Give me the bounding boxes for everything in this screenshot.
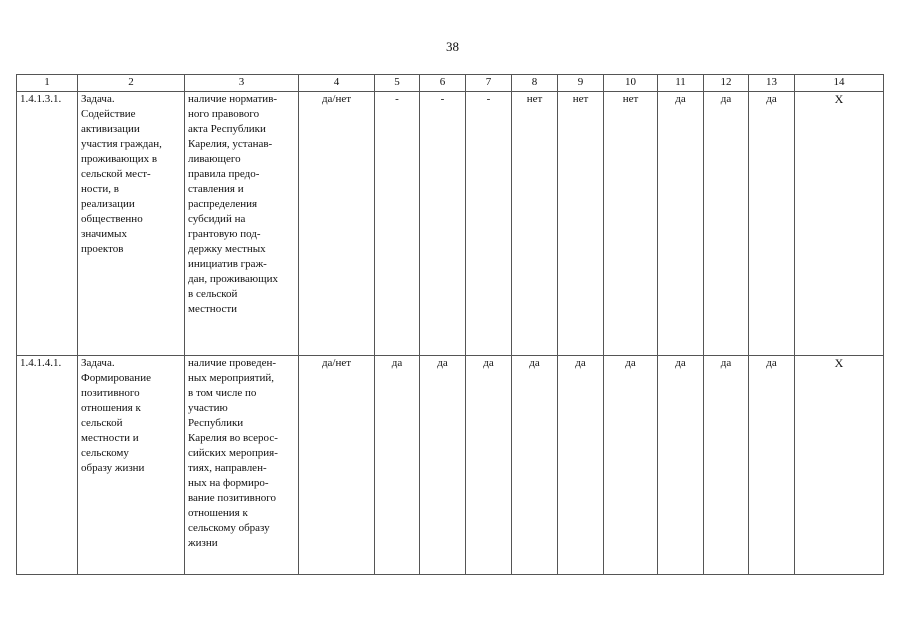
value-cell: да bbox=[375, 356, 420, 575]
column-header: 3 bbox=[185, 75, 299, 92]
value-cell: да bbox=[704, 92, 749, 356]
value-cell: да bbox=[512, 356, 558, 575]
value-cell: да bbox=[466, 356, 512, 575]
value-cell: нет bbox=[604, 92, 658, 356]
indicator-table bbox=[16, 74, 884, 575]
unit-cell: да/нет bbox=[299, 92, 375, 356]
value-cell: да bbox=[658, 92, 704, 356]
value-cell: - bbox=[375, 92, 420, 356]
row-number: 1.4.1.4.1. bbox=[17, 356, 78, 575]
value-cell: да bbox=[604, 356, 658, 575]
value-cell: да bbox=[658, 356, 704, 575]
column-header: 2 bbox=[78, 75, 185, 92]
column-header: 4 bbox=[299, 75, 375, 92]
task-cell: Задача. Формирование позитивного отношения к сельской местности и сельскому образу жизни bbox=[78, 356, 185, 575]
column-header: 5 bbox=[375, 75, 420, 92]
column-header: 13 bbox=[749, 75, 795, 92]
indicator-cell: наличие проведен- ных мероприятий, в том числе по участию Республики Карелия во всерос- сийских мероприя- тиях, направлен- ных на формиро- вание позитивного отношения к сельскому образу жизни bbox=[185, 356, 299, 575]
value-cell: да bbox=[749, 356, 795, 575]
page-number: 38 bbox=[446, 39, 459, 54]
mark-cell: X bbox=[795, 92, 884, 356]
value-cell: да bbox=[558, 356, 604, 575]
unit-cell: да/нет bbox=[299, 356, 375, 575]
mark-cell: X bbox=[795, 356, 884, 575]
column-header: 12 bbox=[704, 75, 749, 92]
value-cell: да bbox=[749, 92, 795, 356]
value-cell: - bbox=[466, 92, 512, 356]
column-header: 14 bbox=[795, 75, 884, 92]
table-row bbox=[17, 356, 884, 575]
task-cell: Задача. Содействие активизации участия граждан, проживающих в сельской мест- ности, в реализации общественно значимых проектов bbox=[78, 92, 185, 356]
table-header-row bbox=[17, 75, 884, 92]
column-header: 11 bbox=[658, 75, 704, 92]
column-header: 7 bbox=[466, 75, 512, 92]
column-header: 1 bbox=[17, 75, 78, 92]
column-header: 9 bbox=[558, 75, 604, 92]
indicator-cell: наличие норматив- ного правового акта Республики Карелия, устанав- ливающего правила предо- ставления и распределения субсидий на грантовую под- держку местных инициатив граж- дан, проживающих в сельской местности bbox=[185, 92, 299, 356]
value-cell: да bbox=[704, 356, 749, 575]
value-cell: нет bbox=[558, 92, 604, 356]
column-header: 6 bbox=[420, 75, 466, 92]
value-cell: да bbox=[420, 356, 466, 575]
table-row bbox=[17, 92, 884, 356]
column-header: 8 bbox=[512, 75, 558, 92]
value-cell: нет bbox=[512, 92, 558, 356]
column-header: 10 bbox=[604, 75, 658, 92]
value-cell: - bbox=[420, 92, 466, 356]
row-number: 1.4.1.3.1. bbox=[17, 92, 78, 356]
